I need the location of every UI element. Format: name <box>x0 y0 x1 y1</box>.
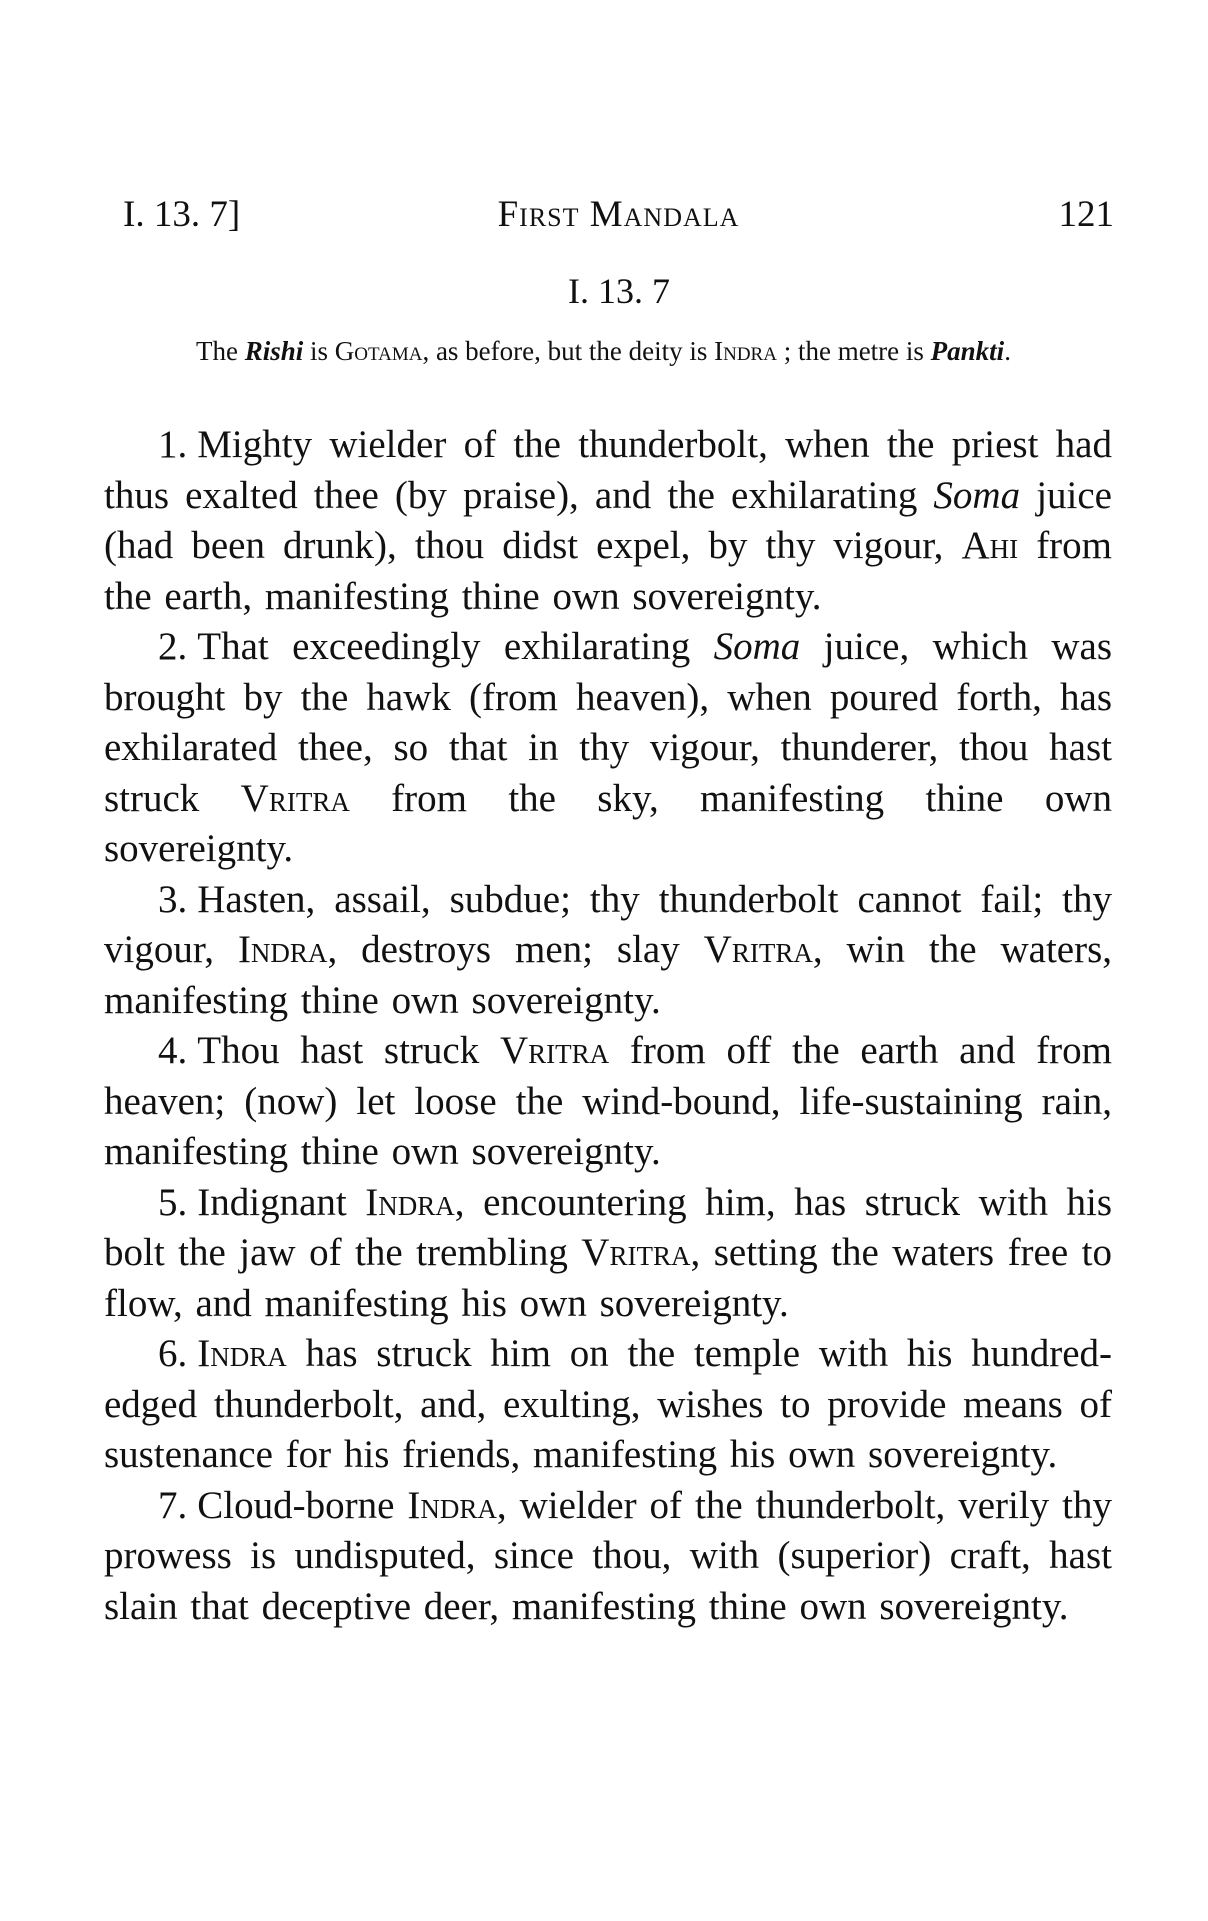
intro-metre-name: Pankti <box>930 336 1005 366</box>
verse-text: , setting the waters free to flow, and manifesting his own sovereignty. <box>104 1231 1112 1325</box>
intro-text: ; the metre is <box>776 336 931 366</box>
verse-indra-name: Indra <box>407 1483 497 1527</box>
verse-vritra-name: Vritra <box>499 1029 610 1072</box>
verse-number: 6. <box>158 1332 188 1375</box>
hymn-introduction <box>108 333 1116 369</box>
intro-text: is <box>303 336 335 366</box>
verse-text: Indignant <box>197 1180 366 1224</box>
verse-number: 4. <box>158 1029 188 1072</box>
intro-text: . <box>1004 336 1011 366</box>
verse-text: Cloud-borne <box>197 1483 408 1527</box>
verse-7 <box>104 1481 1112 1633</box>
verse-text: from the earth, manifesting thine own sovereignty. <box>104 524 1112 618</box>
verse-number: 3. <box>158 877 188 921</box>
verse-text: Hasten, assail, subdue; thy thunderbolt cannot fail; thy vigour, <box>104 877 1112 971</box>
verse-6 <box>104 1329 1112 1481</box>
header-verse-reference: I. 13. 7] <box>123 194 241 235</box>
verse-text: has struck him on the temple with his hundred-edged thunderbolt, and, exulting, wishes to provide means of sustenance for his friends, manifesting his own sovereignty. <box>104 1332 1112 1476</box>
verse-text: , win the waters, manifesting thine own sovereignty. <box>104 928 1113 1022</box>
verse-text: juice (had been drunk), thou didst expel, by thy vigour, <box>104 473 1112 567</box>
page-number: 121 <box>1058 194 1114 235</box>
verse-number: 7. <box>158 1483 188 1527</box>
verse-indra-name: Indra <box>365 1180 455 1224</box>
verse-vritra-name: Vritra <box>240 776 350 820</box>
intro-text: The <box>196 336 245 366</box>
verse-text: , wielder of the thunderbolt, verily thy prowess is undisputed, since thou, with (superior) craft, hast slain that deceptive deer, manifesting thine own sovereignty. <box>104 1483 1112 1628</box>
verse-text: Thou hast struck <box>197 1029 500 1072</box>
intro-deity-name: Indra <box>714 336 777 366</box>
verse-5 <box>104 1178 1112 1330</box>
verse-text: That exceedingly exhilarating <box>197 625 714 668</box>
verse-vritra-name: Vritra <box>581 1231 691 1274</box>
verse-soma-term: Soma <box>713 625 801 668</box>
verse-4 <box>104 1026 1112 1178</box>
verse-list <box>104 420 1112 1632</box>
verse-text: from off the earth and from heaven; (now) let loose the wind-bound, life-sustaining rain, manifesting thine own sovereignty. <box>104 1029 1112 1173</box>
running-header <box>123 190 1114 240</box>
verse-text: , destroys men; slay <box>327 928 704 971</box>
verse-2 <box>104 622 1112 875</box>
intro-rishi-label: Rishi <box>244 336 304 366</box>
intro-text: , as before, but the deity is <box>422 336 715 366</box>
verse-indra-name: Indra <box>237 928 328 971</box>
verse-number: 1. <box>158 423 188 466</box>
verse-1 <box>104 420 1112 622</box>
verse-text: from the sky, manifesting thine own sovereignty. <box>104 776 1112 870</box>
verse-vritra-name: Vritra <box>703 928 813 971</box>
verse-number: 5. <box>158 1180 188 1224</box>
header-book-title: First Mandala <box>497 194 740 235</box>
verse-number: 2. <box>158 625 188 668</box>
verse-ahi-name: Ahi <box>961 524 1019 567</box>
verse-text: Mighty wielder of the thunderbolt, when the priest had thus exalted thee (by praise), and the exhilarating <box>104 423 1112 517</box>
verse-3 <box>104 875 1112 1027</box>
verse-text: juice, which was brought by the hawk (from heaven), when poured forth, has exhilarated thee, so that in thy vigour, thunderer, thou hast struck <box>104 625 1112 820</box>
hymn-reference: I. 13. 7 <box>568 271 670 311</box>
verse-text: , encountering him, has struck with his bolt the jaw of the trembling <box>104 1180 1113 1274</box>
verse-soma-term: Soma <box>933 473 1021 517</box>
verse-indra-name: Indra <box>197 1332 287 1375</box>
intro-rishi-name: Gotama <box>334 336 423 366</box>
